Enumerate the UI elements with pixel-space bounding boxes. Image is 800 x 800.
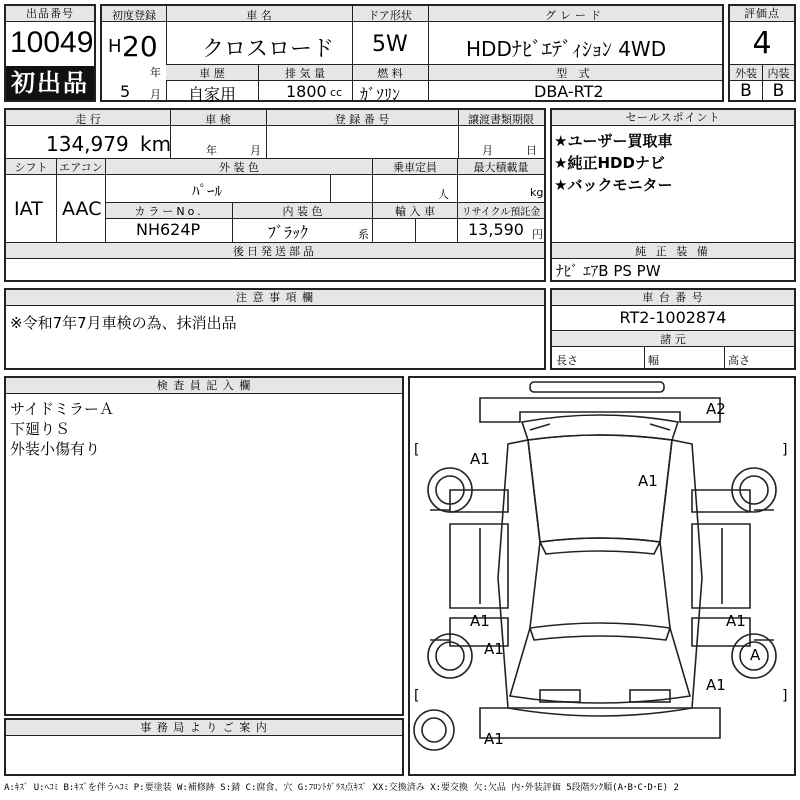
color-no-value: NH624P xyxy=(136,220,201,239)
color-value: ﾊﾟｰﾙ xyxy=(192,182,223,200)
grade-value: HDDﾅﾋﾞｴﾃﾞｨｼｮﾝ 4WD xyxy=(466,37,667,61)
int-color-label: 内 装 色 xyxy=(233,203,372,219)
damage-mark-rear-bumper: A1 xyxy=(484,730,504,748)
model-value: DBA-RT2 xyxy=(534,82,604,101)
door-label: ドア形状 xyxy=(368,9,412,22)
displacement-value: 1800 xyxy=(286,82,327,101)
recycle-unit: 円 xyxy=(532,228,543,241)
int-color-value: ﾌﾞﾗｯｸ xyxy=(268,223,309,242)
damage-mark-left-door: A1 xyxy=(470,612,490,630)
later-parts-label: 後日発送部品 xyxy=(6,243,544,259)
office-box xyxy=(4,718,404,776)
equipment-value: ﾅﾋﾞ ｴｱB PS PW xyxy=(556,262,661,280)
exterior-label: 外装 xyxy=(730,65,762,81)
transfer-label: 譲渡書類期限 xyxy=(468,113,534,126)
ac-label: エアコン xyxy=(57,159,105,175)
fuel-value: ｶﾞｿﾘﾝ xyxy=(360,85,401,104)
caution-text: ※令和7年7月車検の為、抹消出品 xyxy=(10,314,237,332)
damage-mark-rear-quarter: A1 xyxy=(706,676,726,694)
fuel-label: 燃 料 xyxy=(352,65,428,81)
interior-label: 内装 xyxy=(763,65,794,81)
reg-era: H xyxy=(108,36,122,57)
sales-point-1: ★ユーザー買取車 xyxy=(554,132,673,150)
bracket-right-top: ] xyxy=(782,442,788,458)
width-label: 幅 xyxy=(648,354,659,367)
inspector-line-1: サイドミラーＡ xyxy=(10,400,114,418)
caution-label: 注 意 事 項 欄 xyxy=(6,290,544,306)
mileage-unit: km xyxy=(140,132,172,156)
shift-value: IAT xyxy=(14,198,43,220)
reg-month-unit: 月 xyxy=(150,88,161,101)
damage-mark-hood: A2 xyxy=(706,400,726,418)
inspector-box xyxy=(4,376,404,716)
vehicle-info-box xyxy=(100,4,724,102)
exterior-value: B xyxy=(740,81,752,101)
car-diagram-box xyxy=(408,376,796,776)
damage-mark-roof: A1 xyxy=(638,472,658,490)
damage-mark-right-door: A1 xyxy=(726,612,746,630)
capacity-unit: 人 xyxy=(438,188,449,201)
equipment-label: 純 正 装 備 xyxy=(552,243,794,259)
car-diagram xyxy=(410,378,794,774)
color-label: 外 装 色 xyxy=(106,159,372,175)
interior-value: B xyxy=(772,81,785,101)
height-label: 高さ xyxy=(728,354,750,367)
mileage-label: 走 行 xyxy=(75,113,101,126)
score-label: 評価点 xyxy=(730,6,794,22)
reg-month: 5 xyxy=(120,82,131,101)
recycle-value: 13,590 xyxy=(468,220,524,239)
sales-box xyxy=(550,108,796,282)
import-label: 輸 入 車 xyxy=(373,203,457,219)
load-label: 最大積載量 xyxy=(458,159,544,175)
inspection-label: 車 検 xyxy=(205,113,231,126)
damage-mark-right-wheel: A xyxy=(750,646,761,664)
recycle-label: リサイクル預託金 xyxy=(458,203,544,218)
office-label: 事 務 局 よ り ご 案 内 xyxy=(6,720,402,736)
first-listing-badge: 初出品 xyxy=(6,66,94,100)
bracket-left-bottom: [ xyxy=(414,688,420,704)
inspection-year: 年 xyxy=(206,144,217,157)
damage-mark-left-rear: A1 xyxy=(484,640,504,658)
load-unit: kg xyxy=(530,186,544,199)
reg-year-unit: 年 xyxy=(150,66,161,79)
capacity-label: 乗車定員 xyxy=(373,159,457,175)
transfer-day: 日 xyxy=(526,144,537,157)
transfer-month: 月 xyxy=(482,144,493,157)
shift-label: シフト xyxy=(6,159,56,175)
chassis-value: RT2-1002874 xyxy=(619,308,727,327)
inspector-label: 検 査 員 記 入 欄 xyxy=(6,378,402,394)
history-label: 車 歴 xyxy=(166,65,258,81)
lot-box xyxy=(4,4,96,102)
spec-label: 諸 元 xyxy=(552,331,794,347)
bracket-right-bottom: ] xyxy=(782,688,788,704)
lot-label: 出品番号 xyxy=(6,6,94,22)
reg-label: 初度登録 xyxy=(112,9,156,22)
displacement-unit: cc xyxy=(330,86,343,99)
car-name: クロスロード xyxy=(202,37,335,62)
inspection-month: 月 xyxy=(250,144,261,157)
sales-label: セールスポイント xyxy=(552,110,794,126)
color-no-label: カラーNo. xyxy=(106,203,232,219)
chassis-box xyxy=(550,288,796,370)
model-label: 型 式 xyxy=(428,65,722,81)
history-value: 自家用 xyxy=(188,85,237,104)
ac-value: AAC xyxy=(62,198,102,220)
lot-number: 10049 xyxy=(10,26,94,59)
damage-mark-front-left: A1 xyxy=(470,450,490,468)
reg-year: 20 xyxy=(122,30,158,63)
bracket-left-top: [ xyxy=(414,442,420,458)
chassis-label: 車 台 番 号 xyxy=(552,290,794,306)
sales-point-2: ★純正HDDナビ xyxy=(554,154,665,172)
legend-text: A:ｷｽﾞ U:ﾍｺﾐ B:ｷｽﾞを伴うﾍｺﾐ P:要塗装 W:補修跡 S:錆 C:腐食、穴 G:ﾌﾛﾝﾄｶﾞﾗｽ点ｷｽﾞ XX:交換済み X:要交換 欠:欠品 内･外装評価 5段階ﾗﾝｸ順(A･B･C･D･E) 2 xyxy=(4,783,679,793)
score-box xyxy=(728,4,796,102)
inspector-line-2: 下廻りＳ xyxy=(10,420,71,438)
length-label: 長さ xyxy=(556,354,578,367)
inspector-line-3: 外装小傷有り xyxy=(10,440,101,458)
car-name-label: 車 名 xyxy=(246,9,272,22)
door-value: 5W xyxy=(372,32,408,57)
detail-box xyxy=(4,108,546,282)
sales-point-3: ★バックモニター xyxy=(554,176,673,194)
reg-no-label: 登 録 番 号 xyxy=(334,113,390,126)
int-color-unit: 系 xyxy=(358,228,369,241)
mileage-value: 134,979 xyxy=(46,132,129,156)
displacement-label: 排 気 量 xyxy=(258,65,352,81)
score-value: 4 xyxy=(752,26,772,61)
grade-label: グレード xyxy=(545,9,605,22)
caution-box xyxy=(4,288,546,370)
